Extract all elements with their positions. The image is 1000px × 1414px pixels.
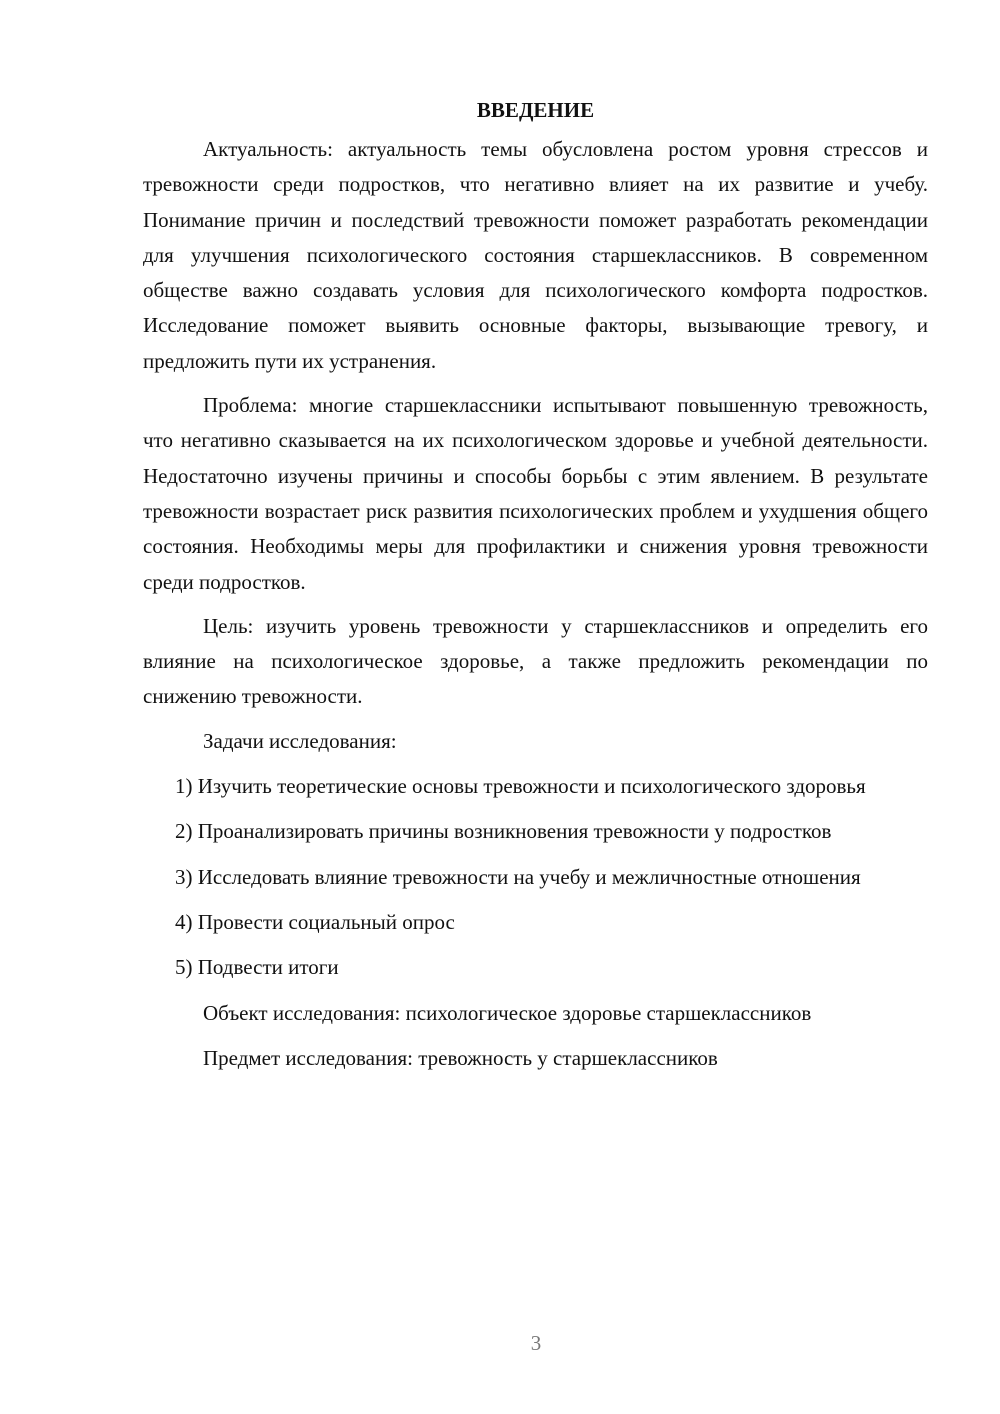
task-item-3: 3) Исследовать влияние тревожности на учебу и межличностные отношения (175, 864, 861, 889)
task-item-4: 4) Провести социальный опрос (175, 909, 455, 934)
page-content (143, 93, 928, 1086)
page-title: ВВЕДЕНИЕ (476, 98, 595, 122)
research-object: Объект исследования: психологическое здоровье старшеклассников (203, 1000, 812, 1025)
relevance-paragraph: Актуальность: актуальность темы обусловлена ростом уровня стрессов и тревожности среди подростков, что негативно влияет на их развитие и учебу. Понимание причин и последствий тревожности поможет разработать рекомендации для улучшения психологического состояния старшеклассников. В современном обществе важно создавать условия для психологического комфорта подростков. Исследование поможет выявить основные факторы, вызывающие тревогу, и предложить пути их устранения. (143, 137, 928, 373)
goal-paragraph: Цель: изучить уровень тревожности у старшеклассников и определить его влияние на психологическое здоровье, а также предложить рекомендации по снижению тревожности. (143, 613, 928, 709)
task-item-5: 5) Подвести итоги (175, 955, 339, 980)
tasks-label: Задачи исследования: (203, 728, 397, 753)
research-subject: Предмет исследования: тревожность у старшеклассников (203, 1045, 718, 1070)
page-number: 3 (530, 1331, 542, 1355)
task-item-2: 2) Проанализировать причины возникновения тревожности у подростков (175, 819, 832, 844)
problem-paragraph: Проблема: многие старшеклассники испытывают повышенную тревожность, что негативно сказывается на их психологическом здоровье и учебной деятельности. Недостаточно изучены причины и способы борьбы с этим явлением. В результате тревожности возрастает риск развития психологических проблем и ухудшения общего состояния. Необходимы меры для профилактики и снижения уровня тревожности среди подростков. (143, 393, 928, 594)
task-item-1: 1) Изучить теоретические основы тревожности и психологического здоровья (175, 774, 866, 799)
